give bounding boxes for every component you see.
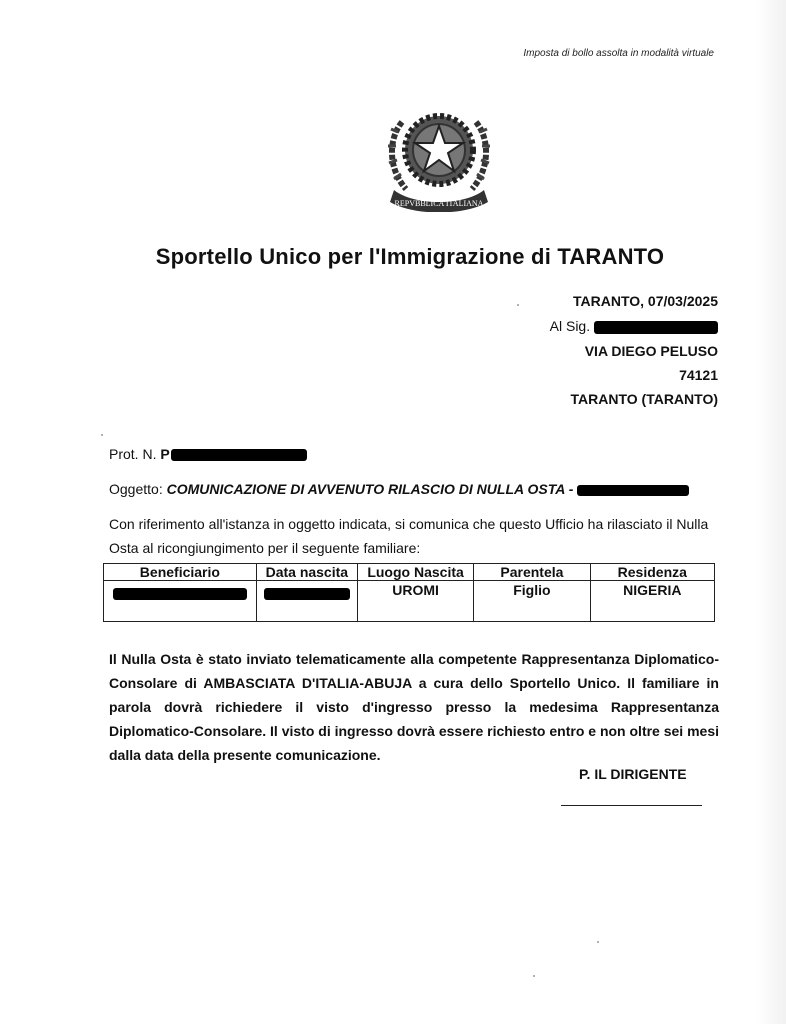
salutation: Al Sig. xyxy=(549,318,591,334)
protocol-label: Prot. N. xyxy=(109,446,157,462)
recipient-street: VIA DIEGO PELUSO xyxy=(584,343,718,359)
header-parentela: Parentela xyxy=(474,564,590,581)
office-title: Sportello Unico per l'Immigrazione di TARANTO xyxy=(155,244,665,269)
header-data-nascita: Data nascita xyxy=(256,564,357,581)
signature-label: P. IL DIRIGENTE xyxy=(579,766,687,782)
cell-parentela: Figlio xyxy=(474,581,590,622)
emblem-ribbon-text: REPVBBLICA ITALIANA xyxy=(394,199,484,208)
subject-line xyxy=(109,481,689,497)
redacted-beneficiary-name xyxy=(113,588,247,600)
family-member-table xyxy=(103,563,715,622)
italian-republic-emblem-icon xyxy=(384,94,494,212)
header-luogo-nascita: Luogo Nascita xyxy=(357,564,473,581)
cell-luogo-nascita: UROMI xyxy=(357,581,473,622)
scan-edge-shadow xyxy=(756,0,786,1024)
subject-label: Oggetto: xyxy=(109,481,163,497)
cell-residenza: NIGERIA xyxy=(590,581,714,622)
redacted-subject-reference xyxy=(577,485,689,496)
cell-beneficiario xyxy=(104,581,257,622)
main-paragraph: Il Nulla Osta è stato inviato telematicamente alla competente Rappresentanza Diplomatico-Consolare di AMBASCIATA D'ITALIA-ABUJA a cura dello Sportello Unico. Il familiare in parola dovrà richiedere il visto d'ingresso presso la medesima Rappresentanza Diplomatico-Consolare. Il visto di ingresso dovrà essere richiesto entro e non oltre sei mesi dalla data della presente comunicazione. xyxy=(109,651,719,763)
date-line: TARANTO, 07/03/2025 xyxy=(573,293,718,309)
subject-text: COMUNICAZIONE DI AVVENUTO RILASCIO DI NULLA OSTA - xyxy=(166,481,574,497)
redacted-recipient-name xyxy=(594,321,718,334)
cell-data-nascita xyxy=(256,581,357,622)
scan-speck xyxy=(101,434,103,436)
protocol-number xyxy=(109,446,307,462)
table-row xyxy=(104,581,715,622)
scan-speck xyxy=(533,975,535,977)
recipient-line xyxy=(550,318,718,334)
intro-paragraph: Con riferimento all'istanza in oggetto indicata, si comunica che questo Ufficio ha rilasciato il Nulla Osta al ricongiungimento per il seguente familiare: xyxy=(109,516,709,556)
scan-speck xyxy=(597,941,599,943)
redacted-protocol-number xyxy=(171,449,307,461)
recipient-city: TARANTO (TARANTO) xyxy=(570,391,718,407)
recipient-postal-code: 74121 xyxy=(679,367,718,383)
protocol-prefix: P xyxy=(160,446,170,462)
table-header-row xyxy=(104,564,715,581)
header-beneficiario: Beneficiario xyxy=(104,564,257,581)
signature-line xyxy=(561,805,702,806)
redacted-birth-date xyxy=(264,588,350,600)
header-residenza: Residenza xyxy=(590,564,714,581)
scan-speck xyxy=(517,304,519,306)
stamp-duty-note: Imposta di bollo assolta in modalità virtuale xyxy=(523,48,714,59)
